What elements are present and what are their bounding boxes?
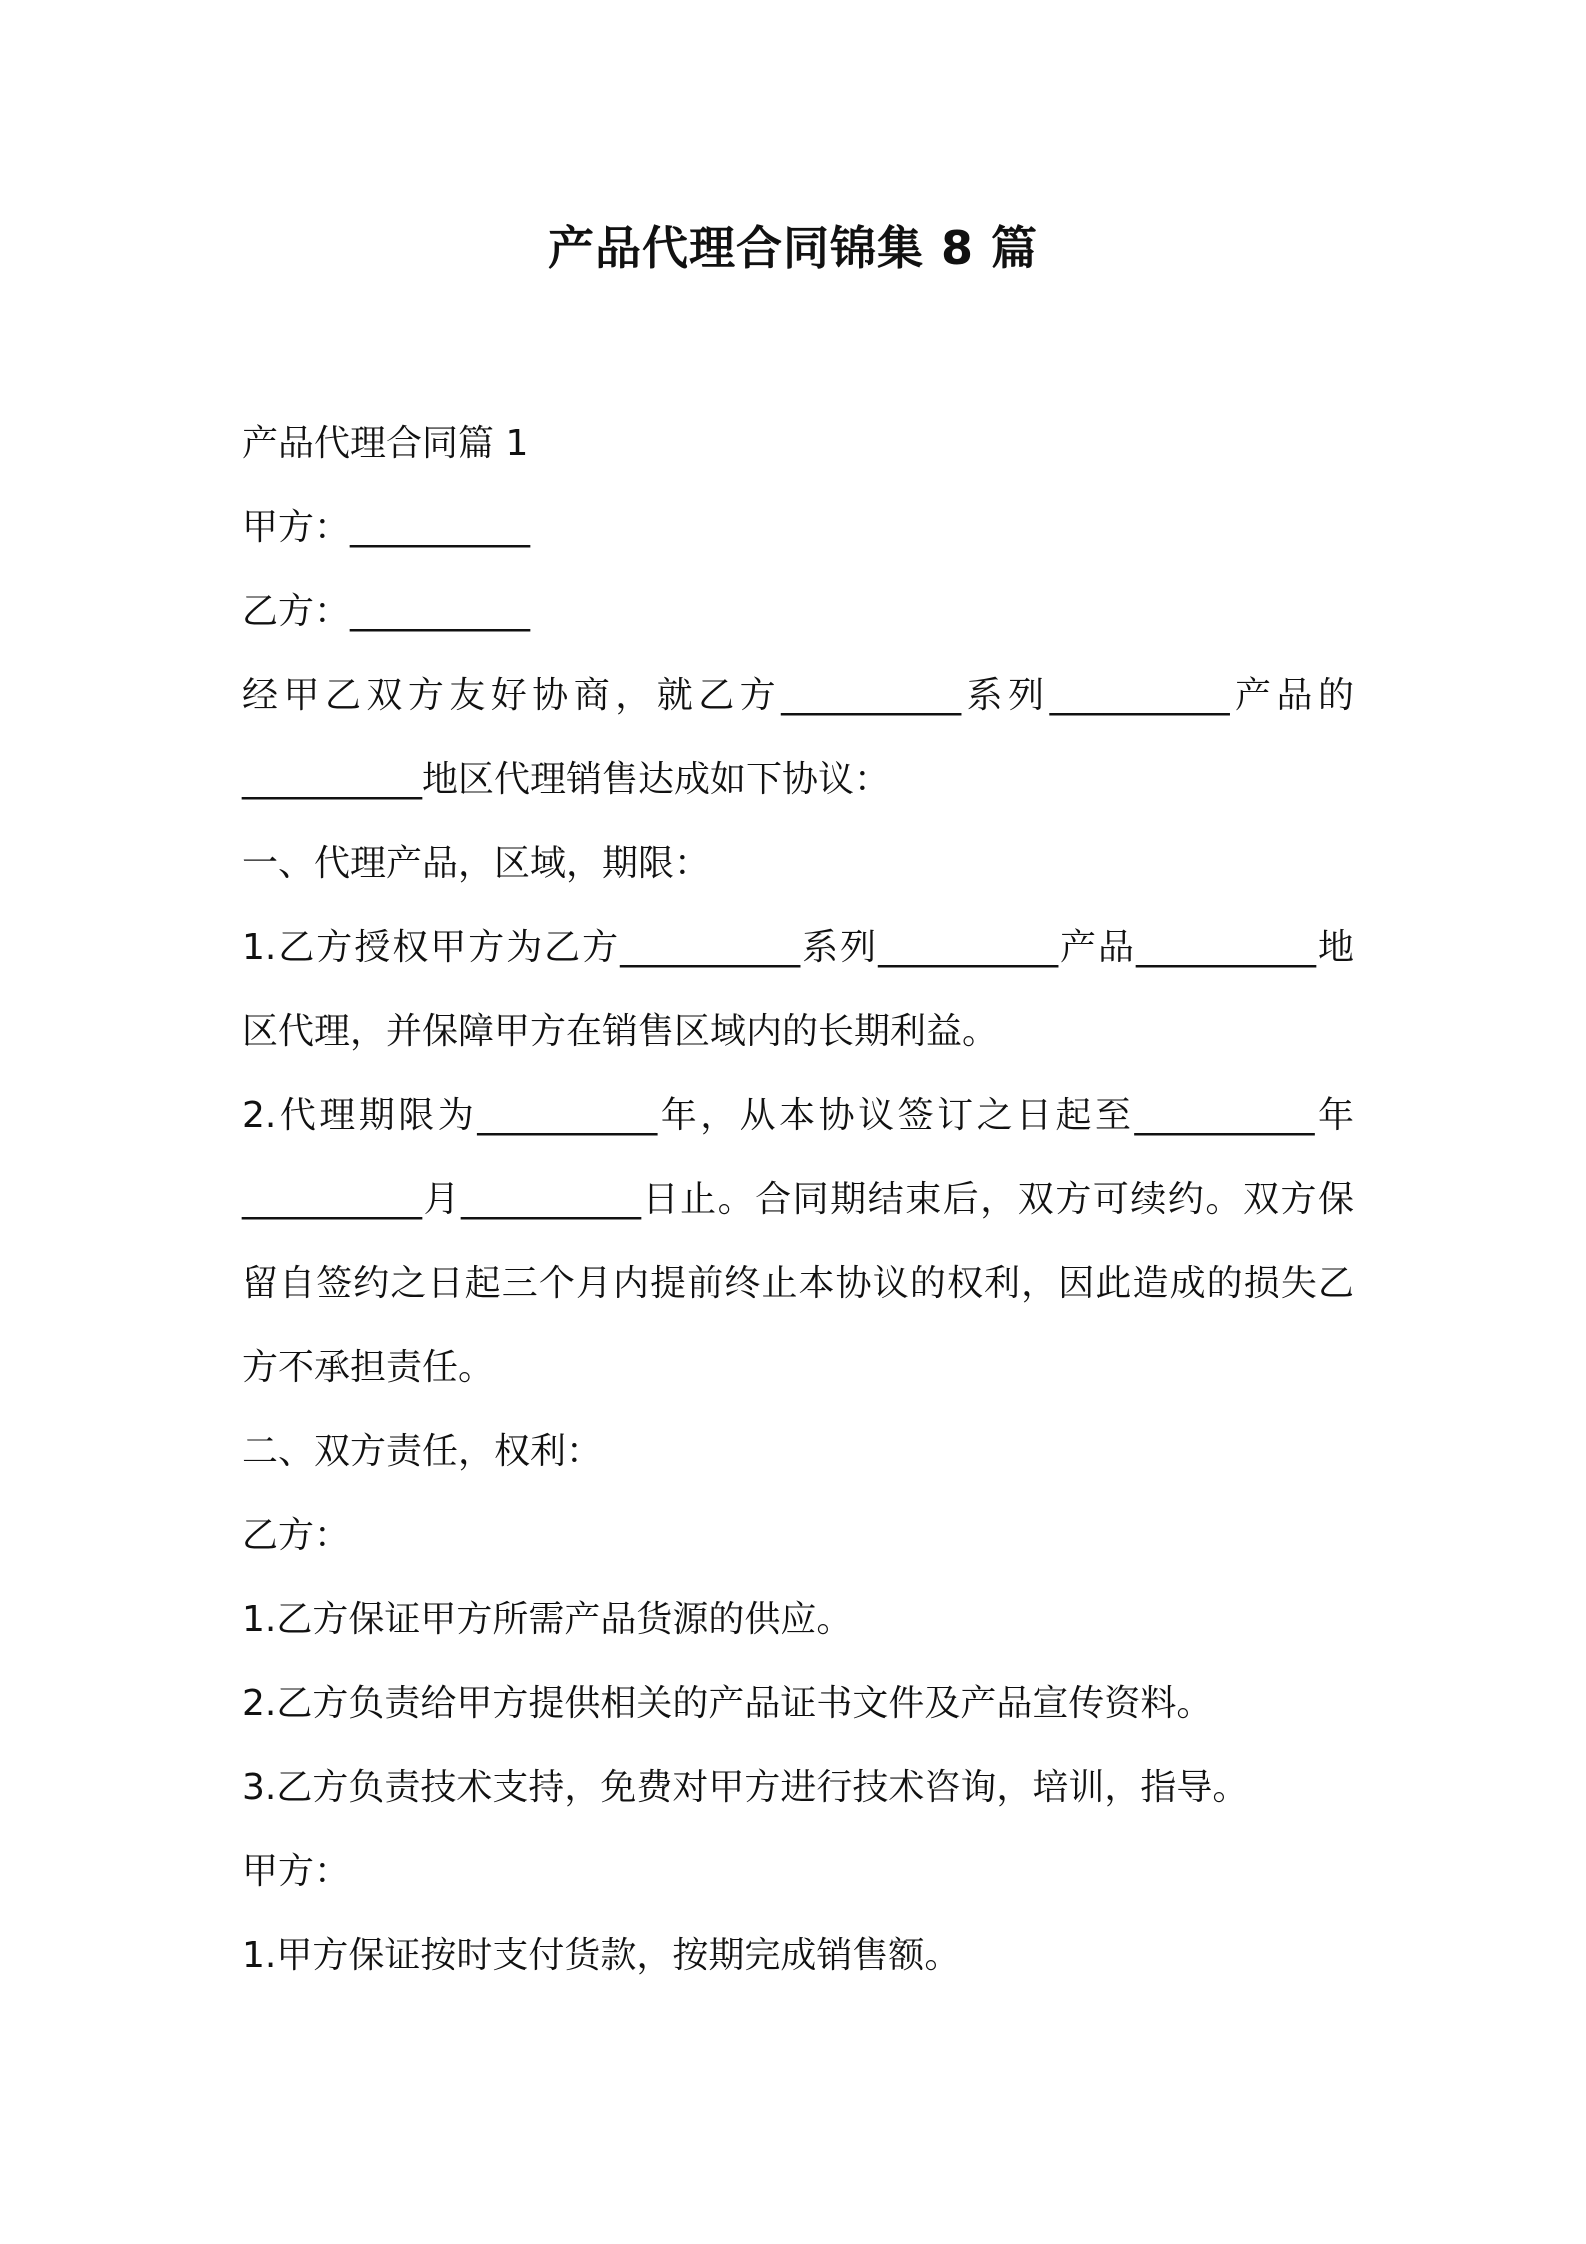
document-title: 产品代理合同锦集 8 篇 [547, 221, 1039, 275]
section-heading: 产品代理合同篇 1 [242, 423, 529, 464]
clause-paragraph: 1.乙方保证甲方所需产品货源的供应。 [242, 1599, 853, 1640]
party-subheading: 乙方： [242, 1515, 351, 1556]
preamble-paragraph: 经甲乙双方友好协商，就乙方__________系列__________产品的__________地区代理销售达成如下协议： [242, 675, 1354, 800]
clause-heading: 一、代理产品，区域，期限： [242, 843, 711, 884]
clause-paragraph: 1.甲方保证按时支付货款，按期完成销售额。 [242, 1935, 961, 1976]
party-subheading: 甲方： [242, 1851, 351, 1892]
clause-paragraph: 2.乙方负责给甲方提供相关的产品证书文件及产品宣传资料。 [242, 1683, 1213, 1724]
clause-paragraph: 2.代理期限为__________年，从本协议签订之日起至__________年__________月__________日止。合同期结束后，双方可续约。双方保留自签约之日起三个月内提前终止本协议的权利，因此造成的损失乙方不承担责任。 [242, 1095, 1354, 1388]
clause-paragraph: 1.乙方授权甲方为乙方__________系列__________产品__________地区代理，并保障甲方在销售区域内的长期利益。 [242, 927, 1354, 1052]
party-b-line: 乙方：__________ [242, 591, 531, 632]
clause-heading: 二、双方责任，权利： [242, 1431, 603, 1472]
document-body [242, 402, 1354, 1998]
clause-paragraph: 3.乙方负责技术支持，免费对甲方进行技术咨询，培训，指导。 [242, 1767, 1249, 1808]
party-a-line: 甲方：__________ [242, 507, 531, 548]
